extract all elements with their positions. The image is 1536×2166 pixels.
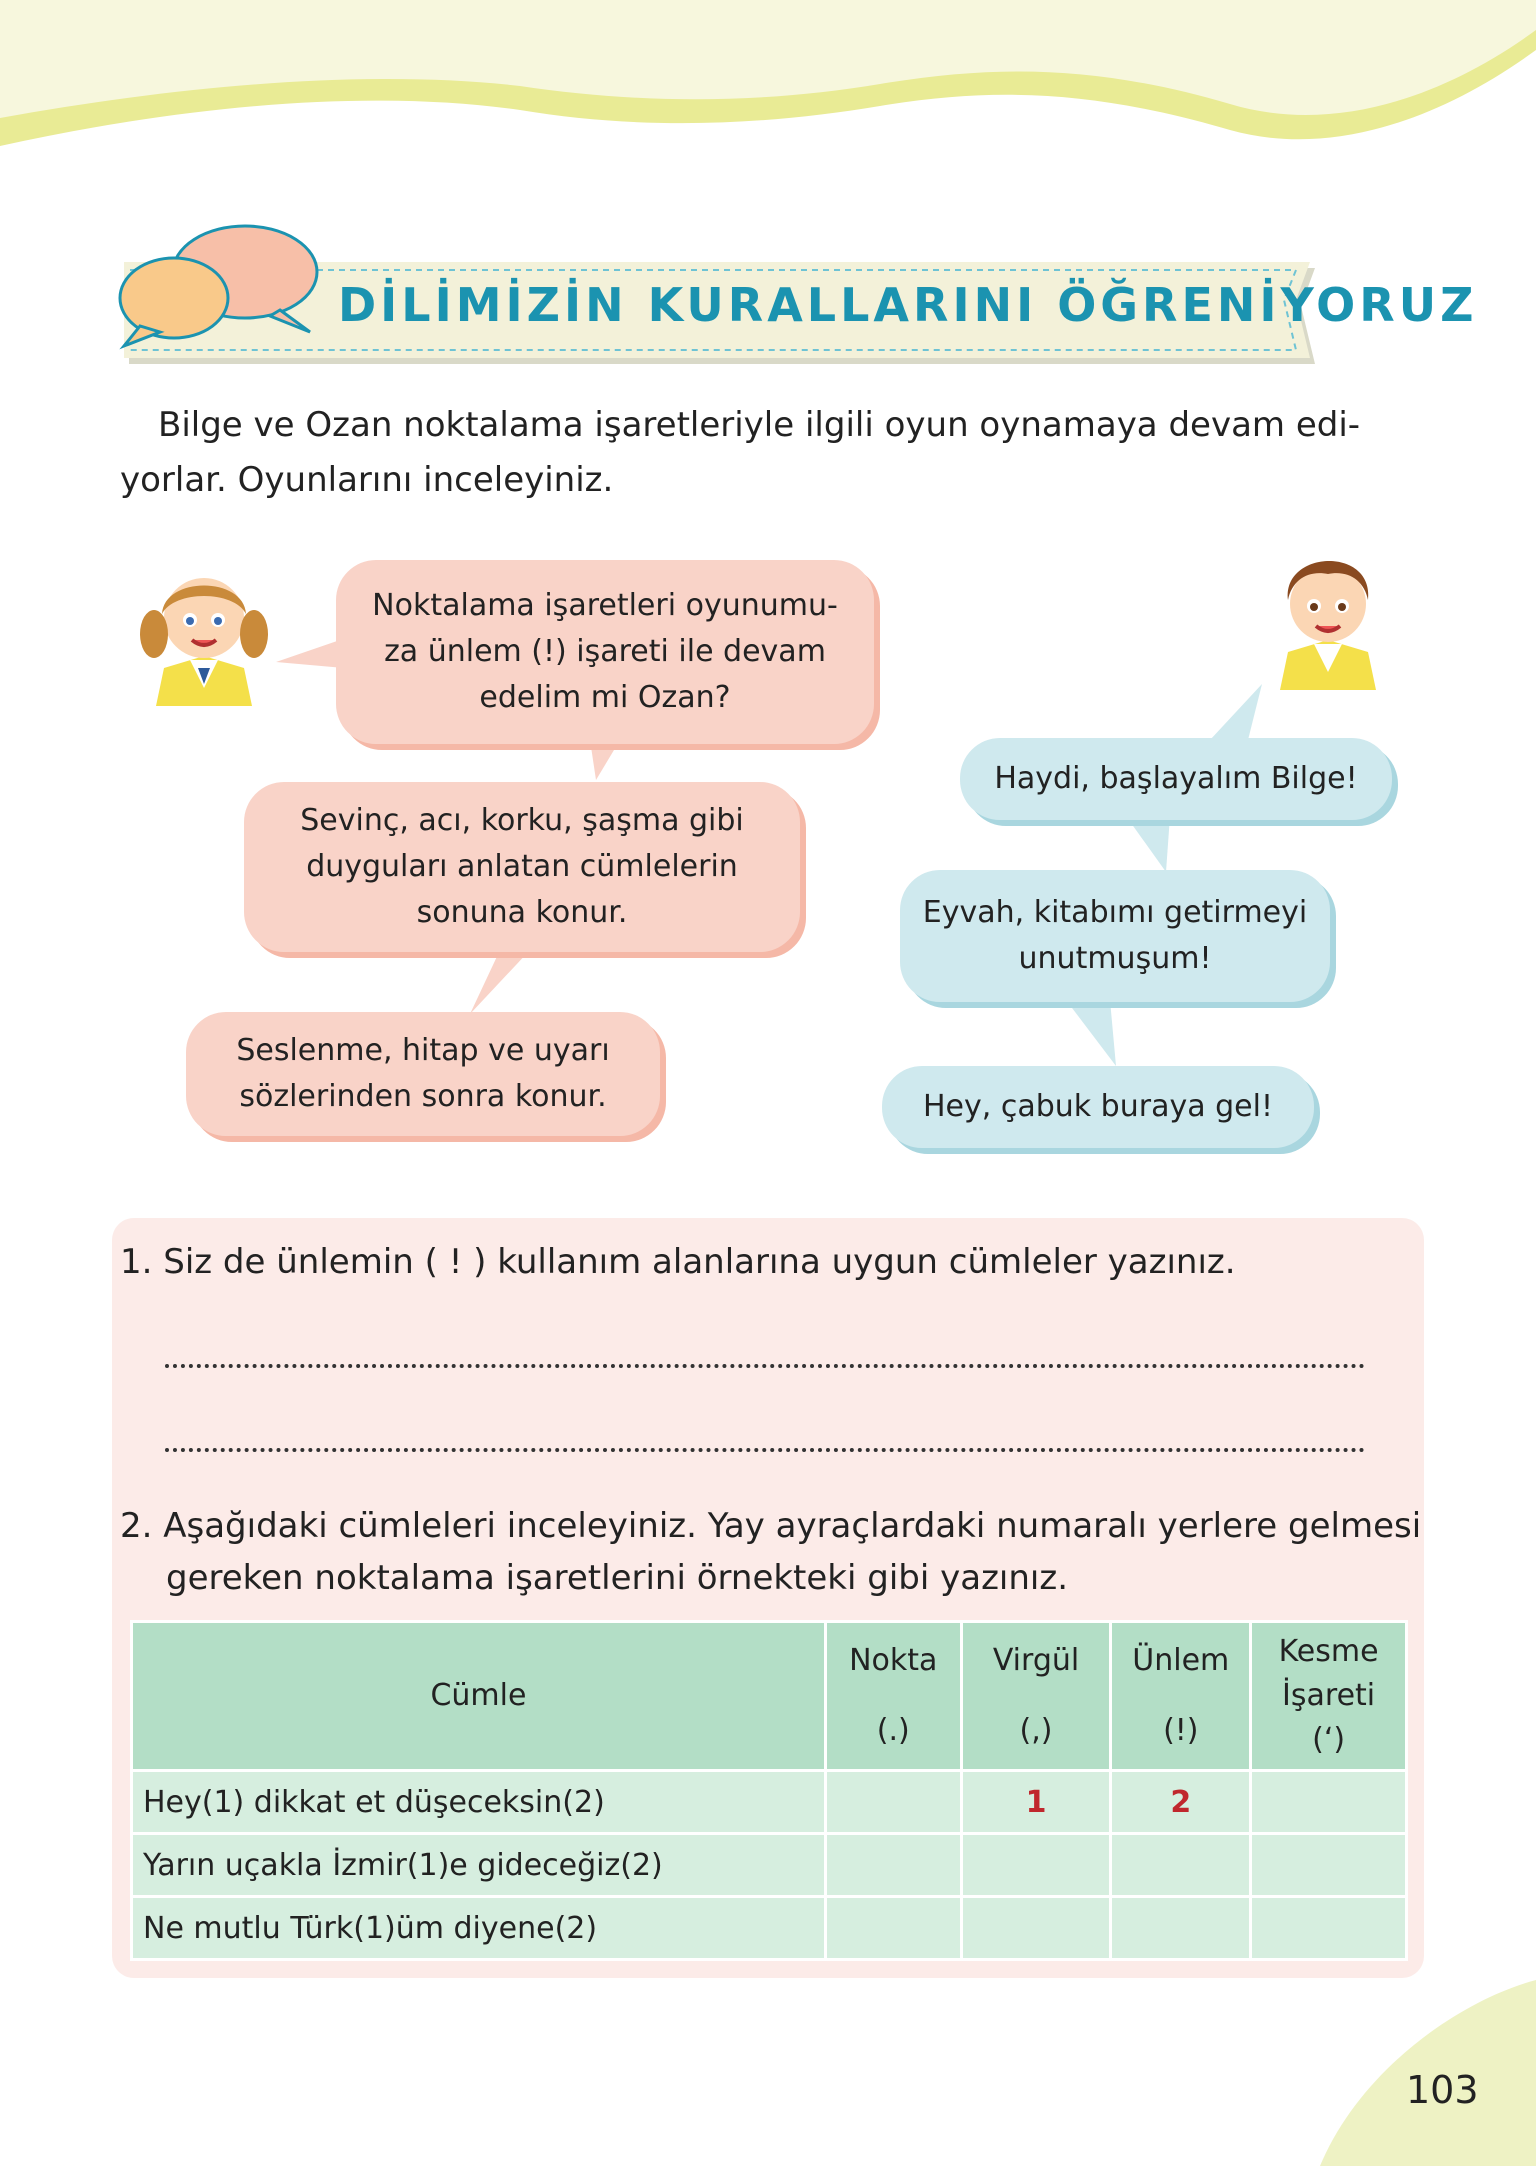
virgul-cell[interactable]	[961, 1897, 1111, 1960]
kesme-cell[interactable]	[1251, 1834, 1407, 1897]
header-unlem	[1111, 1622, 1251, 1771]
table-header-row	[132, 1622, 1407, 1771]
header-kesme	[1251, 1622, 1407, 1771]
bubble-line: Haydi, başlayalım Bilge!	[994, 761, 1358, 796]
page-number: 103	[1406, 2068, 1479, 2112]
table-row	[132, 1897, 1407, 1960]
ozan-bubble-1	[960, 738, 1392, 820]
nokta-cell[interactable]	[825, 1771, 961, 1834]
header-cumle: Cümle	[132, 1622, 826, 1771]
question-1: 1. Siz de ünlemin ( ! ) kullanım alanlarına uygun cümleler yazınız.	[120, 1242, 1236, 1282]
intro-line-2: yorlar. Oyunlarını inceleyiniz.	[120, 460, 614, 500]
kesme-cell[interactable]	[1251, 1897, 1407, 1960]
bubble-line: Noktalama işaretleri oyunumu-	[372, 588, 838, 623]
unlem-cell[interactable]	[1111, 1897, 1251, 1960]
header-unlem-label: Ünlem	[1132, 1643, 1230, 1678]
table-row	[132, 1834, 1407, 1897]
header-nokta-label: Nokta	[849, 1643, 938, 1678]
header-unlem-symbol: (!)	[1163, 1713, 1199, 1748]
question-2-line-1: 2. Aşağıdaki cümleleri inceleyiniz. Yay ayraçlardaki numaralı yerlere gelmesi	[120, 1506, 1422, 1546]
question-2-line-2: gereken noktalama işaretlerini örnekteki gibi yazınız.	[166, 1558, 1069, 1598]
bubble-line: Seslenme, hitap ve uyarı	[236, 1033, 610, 1068]
header-nokta-symbol: (.)	[876, 1713, 910, 1748]
sentence-cell: Hey(1) dikkat et düşeceksin(2)	[132, 1771, 826, 1834]
bubble-line: edelim mi Ozan?	[479, 680, 731, 715]
bubble-line: unutmuşum!	[1018, 941, 1212, 976]
bilge-bubble-2	[244, 782, 800, 952]
bubble-line: duyguları anlatan cümlelerin	[306, 849, 738, 884]
punctuation-table	[130, 1620, 1408, 1961]
bubble-line: Sevinç, acı, korku, şaşma gibi	[300, 803, 744, 838]
bilge-bubble-1	[336, 560, 874, 744]
nokta-cell[interactable]	[825, 1897, 961, 1960]
bubble-line: sonuna konur.	[416, 895, 628, 930]
bubble-line: Hey, çabuk buraya gel!	[923, 1089, 1273, 1124]
header-kesme-symbol: (‘)	[1312, 1722, 1346, 1757]
answer-line-1[interactable]	[165, 1364, 1365, 1368]
answer-line-2[interactable]	[165, 1448, 1365, 1452]
header-kesme-label-1: Kesme	[1278, 1634, 1379, 1669]
virgul-cell[interactable]: 1	[961, 1771, 1111, 1834]
intro-line-1: Bilge ve Ozan noktalama işaretleriyle ilgili oyun oynamaya devam edi-	[158, 405, 1361, 445]
bubble-line: Eyvah, kitabımı getirmeyi	[922, 895, 1308, 930]
kesme-cell[interactable]	[1251, 1771, 1407, 1834]
question-2	[120, 1500, 1430, 1604]
unlem-cell[interactable]: 2	[1111, 1771, 1251, 1834]
ozan-bubble-2	[900, 870, 1330, 1002]
nokta-cell[interactable]	[825, 1834, 961, 1897]
bubble-line: za ünlem (!) işareti ile devam	[384, 634, 826, 669]
header-nokta	[825, 1622, 961, 1771]
bilge-bubble-3	[186, 1012, 660, 1136]
header-virgul-label: Virgül	[992, 1643, 1080, 1678]
sentence-cell: Yarın uçakla İzmir(1)e gideceğiz(2)	[132, 1834, 826, 1897]
ozan-bubble-3	[882, 1066, 1314, 1148]
bubble-line: sözlerinden sonra konur.	[239, 1079, 607, 1114]
virgul-cell[interactable]	[961, 1834, 1111, 1897]
header-kesme-label-2: İşareti	[1282, 1678, 1376, 1713]
header-virgul	[961, 1622, 1111, 1771]
unlem-cell[interactable]	[1111, 1834, 1251, 1897]
header-virgul-symbol: (,)	[1019, 1713, 1053, 1748]
table-row	[132, 1771, 1407, 1834]
page-title: DİLİMİZİN KURALLARINI ÖĞRENİYORUZ	[338, 278, 1478, 332]
sentence-cell: Ne mutlu Türk(1)üm diyene(2)	[132, 1897, 826, 1960]
